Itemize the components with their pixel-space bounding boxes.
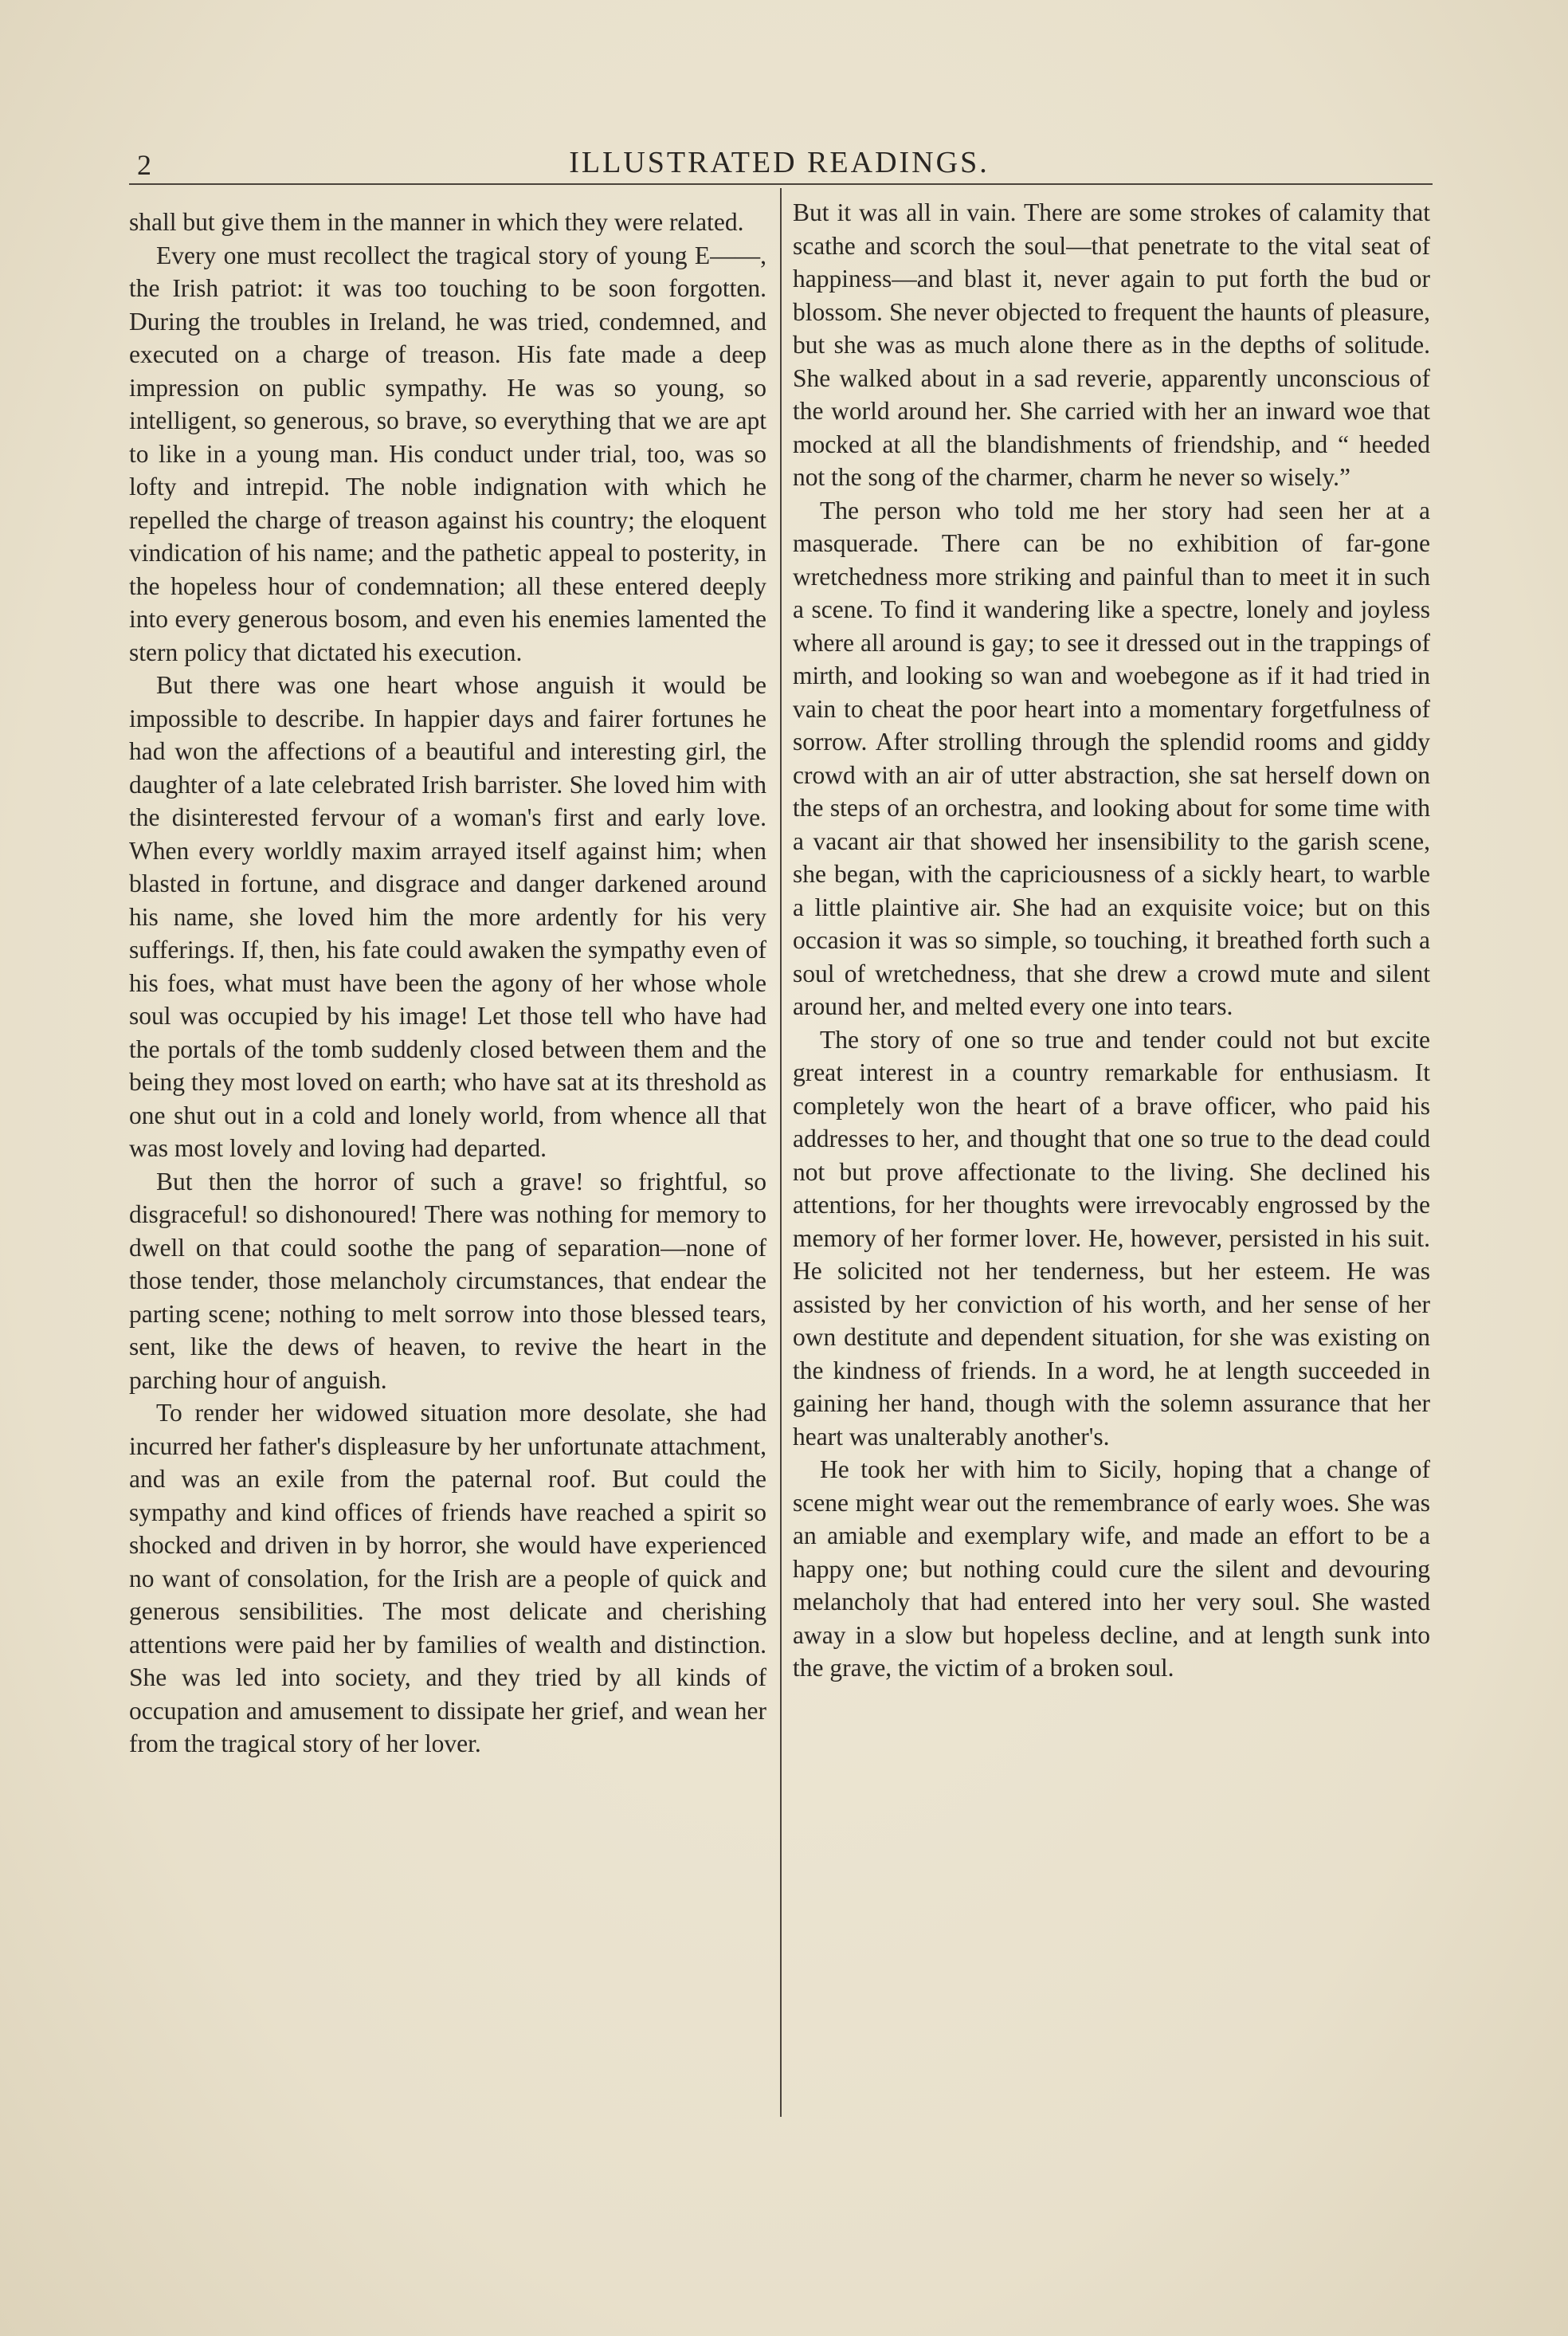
paragraph: To render her widowed situation more desolate, she had incurred her father's displeasure by her unfortunate attachment, and was an exile from the paternal roof. But could the sympathy and kind offices of friends have reached a spirit so shocked and driven in by horror, she would have experienced no want of consolation, for the Irish are a people of quick and generous sensibilities. The most delicate and cherishing attentions were paid her by families of wealth and distinction. She was led into society, and they tried by all kinds of occupation and amusement to dissipate her grief, and wean her from the tragical story of her lover. (129, 1399, 766, 1757)
page-number: 2 (137, 149, 152, 181)
running-title: ILLUSTRATED READINGS. (569, 146, 990, 179)
page-header (127, 142, 1431, 186)
paragraph: shall but give them in the manner in which they were related. (129, 208, 744, 236)
column-divider (780, 188, 782, 2117)
left-column (129, 206, 766, 1761)
paragraph: But it was all in vain. There are some strokes of calamity that scathe and scorch the soul—that penetrate to the vital seat of happiness—and blast it, never again to put forth the bud or blossom. She never objected to frequent the haunts of pleasure, but she was as much alone there as in the depths of solitude. She walked about in a sad reverie, apparently unconscious of the world around her. She carried with her an inward woe that mocked at all the blandishments of friendship, and “ heeded not the song of the charmer, charm he never so wisely.” (793, 198, 1430, 491)
paragraph: But there was one heart whose anguish it would be impossible to describe. In happier days and fairer fortunes he had won the affections of a beautiful and interesting girl, the daughter of a late celebrated Irish barrister. She loved him with the disinterested fervour of a woman's first and early love. When every worldly maxim arrayed itself against him; when blasted in fortune, and disgrace and danger darkened around his name, she loved him the more ardently for his very sufferings. If, then, his fate could awaken the sympathy even of his foes, what must have been the agony of her whose whole soul was occupied by his image! Let those tell who have had the portals of the tomb suddenly closed between them and the being they most loved on earth; who have sat at its threshold as one shut out in a cold and lonely world, from whence all that was most lovely and loving had departed. (129, 671, 766, 1162)
paragraph: The story of one so true and tender could not but excite great interest in a country remarkable for enthusiasm. It completely won the heart of a brave officer, who paid his addresses to her, and thought that one so true to the dead could not but prove affectionate to the living. She declined his attentions, for her thoughts were irrevocably engrossed by the memory of her former lover. He, however, persisted in his suit. He solicited not her tenderness, but her esteem. He was assisted by her conviction of his worth, and her sense of her own destitute and dependent situation, for she was existing on the kindness of friends. In a word, he at length succeeded in gaining her hand, though with the solemn assurance that her heart was unalterably another's. (793, 1025, 1430, 1451)
paragraph: He took her with him to Sicily, hoping that a change of scene might wear out the remembrance of early woes. She was an amiable and exemplary wife, and made an effort to be a happy one; but nothing could cure the silent and devouring melancholy that had entered into her very soul. She wasted away in a slow but hopeless decline, and at length sunk into the grave, the victim of a broken soul. (793, 1455, 1430, 1682)
paragraph: Every one must recollect the tragical story of young E——, the Irish patriot: it was too touching to be soon forgotten. During the troubles in Ireland, he was tried, condemned, and executed on a charge of treason. His fate made a deep impression on public sympathy. He was so young, so intelligent, so generous, so brave, so everything that we are apt to like in a young man. His conduct under trial, too, was so lofty and intrepid. The noble indignation with which he repelled the charge of treason against his country; the eloquent vindication of his name; and the pathetic appeal to posterity, in the hopeless hour of condemnation; all these entered deeply into every generous bosom, and even his enemies lamented the stern policy that dictated his execution. (129, 241, 766, 666)
paragraph: But then the horror of such a grave! so frightful, so disgraceful! so dishonoured! There was nothing for memory to dwell on that could soothe the pang of separation—none of those tender, those melancholy circumstances, that endear the parting scene; nothing to melt sorrow into those blessed tears, sent, like the dews of heaven, to revive the heart in the parching hour of anguish. (129, 1167, 766, 1394)
paragraph: The person who told me her story had seen her at a masquerade. There can be no exhibition of far-gone wretchedness more striking and painful than to meet it in such a scene. To find it wandering like a spectre, lonely and joyless where all around is gay; to see it dressed out in the trappings of mirth, and looking so wan and woebegone as if it had tried in vain to cheat the poor heart into a momentary forgetfulness of sorrow. After strolling through the splendid rooms and giddy crowd with an air of utter abstraction, she sat herself down on the steps of an orchestra, and looking about for some time with a vacant air that showed her insensibility to the garish scene, she began, with the capriciousness of a sickly heart, to warble a little plaintive air. She had an exquisite voice; but on this occasion it was so simple, so touching, it breathed forth such a soul of wretchedness, that she drew a crowd mute and silent around her, and melted every one into tears. (793, 496, 1430, 1020)
right-column (793, 196, 1430, 1685)
header-rule (129, 183, 1433, 185)
